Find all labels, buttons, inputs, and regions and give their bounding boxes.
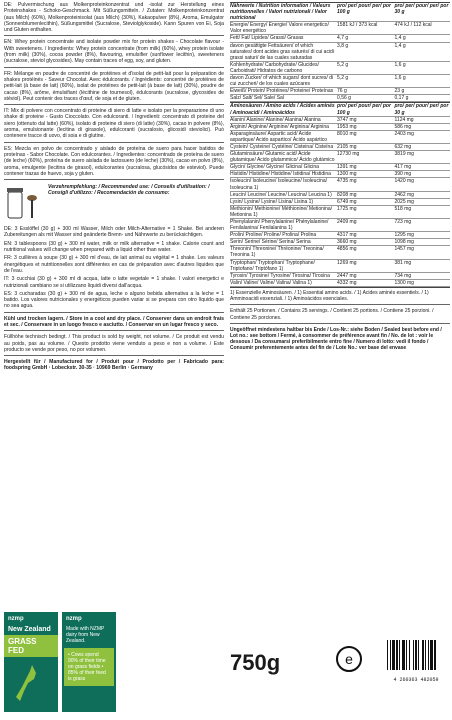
barcode-bar — [413, 640, 414, 670]
amino-row — [230, 206, 450, 219]
amino-cell: 8010 mg — [337, 130, 357, 137]
nutrition-row — [230, 95, 450, 102]
amino-cell: Asparaginsäure/ Aspartic acid/ Acide aspartique/ Acido aspartico/ Ácido aspártico — [230, 130, 327, 143]
amino-cell: 723 mg — [394, 219, 412, 225]
nzmp-info-badge — [62, 612, 116, 712]
barcode-bar — [406, 640, 407, 670]
header-label: Nährwerte / Nutrition information / Valeurs nutritionnelles / Valori nutrizionali / Valor nutricional — [230, 3, 331, 22]
barcode-bar — [392, 640, 395, 670]
nutrition-cell: 1,4 g — [394, 42, 406, 49]
nutrition-table — [230, 2, 450, 288]
amino-cell: Alanin/ Alanine/ Alanine/ Alanina/ Alanina — [230, 116, 321, 123]
nutrition-cell: davon gesättigte Fettsäuren/ of which saturates/ dont acides gras saturés/ di cui acidi grassi saturi/ de las cuales saturadas — [230, 42, 334, 61]
amino-cell: 2025 mg — [394, 198, 414, 205]
nutrition-cell: 23 g — [394, 88, 405, 95]
nutrition-cell: Energie/ Energy/ Energie/ Valore energetico/ Valor energético — [230, 22, 329, 35]
barcode-number: 4 260363 482059 — [393, 677, 439, 683]
left-column — [4, 2, 224, 374]
amino-row — [230, 280, 450, 287]
manufacturer-text: Hergestellt für / Manufactured for / Produit pour / Prodotto per / Fabricado para: foodspring GmbH · Lobeckstr. 30-35 · 10969 Berlin · Germany — [4, 359, 224, 372]
recommended-use-title: Verzehrempfehlung: / Recommended use: / Conseils d'utilisation: / Consigli d'utilizzo: / Recomendación de consumo: — [48, 184, 210, 197]
barcode — [385, 640, 447, 683]
amino-header-row — [230, 102, 450, 116]
nutrition-row — [230, 75, 450, 88]
amino-row — [230, 164, 450, 171]
amino-cell: 734 mg — [394, 272, 412, 279]
amino-cell: 4856 mg — [337, 246, 357, 253]
amino-row — [230, 260, 450, 273]
amino-row — [230, 117, 450, 124]
barcode-bar — [415, 640, 417, 670]
nutrition-cell: 1581 kJ / 373 kcal — [337, 22, 378, 29]
amino-cell: 1295 mg — [394, 232, 414, 239]
amino-cell: 390 mg — [394, 171, 412, 178]
amino-row — [230, 273, 450, 280]
ingredients-en: EN: Whey protein concentrate and isolate powder mix for protein shakes - Chocolate flavour - With sweeteners. / Ingredients: Whey protein concentrate (from milk) (60%), whey protein isolate (from milk) (30%), cocoa powder (8%), flavouring, emulsifier (sunflower lecithin), sweeteners (sucralose, steviol glycosides). May contain traces of egg, soy, and gluten. — [4, 39, 224, 65]
ingredients-it: IT: Mix di polvere con concentrato di proteine di siero di latte e isolato per la preparazione di uno shake di proteine - Gusto Cioccolato. Con edulcoranti. / Ingredienti: concentrato di proteine del siero (ottenuto dal latte) (60%), isolato di proteine di siero (di latte) (30%), cacao in polvere (8%), aroma, emulsionante (lecitina di girasole), edulcoranti (sucralosio, glicosidi steviolici). Può contenere tracce di uovo, di soia e di glutine. — [4, 108, 224, 140]
prep-fr: FR: 3 cuillères à soupe (30 g) + 300 ml d'eau, de lait animal ou végétal = 1 shake. Les valeurs énergétiques et nutritionnelles sont différentes en cas de préparation avec d'autres liquides que de l'eau. — [4, 255, 224, 274]
nutrition-header-row — [230, 3, 450, 22]
amino-cell: 4332 mg — [337, 279, 357, 286]
divider — [4, 179, 224, 180]
amino-cell: Leucin/ Leucine/ Leucine/ Leucina/ Leucina 1) — [230, 191, 332, 198]
amino-cell: 1420 mg — [394, 178, 414, 185]
nutrition-cell: 1,6 g — [394, 61, 406, 68]
divider — [4, 355, 224, 356]
amino-cell: Serin/ Serine/ Sérine/ Serina/ Serina — [230, 239, 311, 246]
amino-cell: 12730 mg — [337, 151, 360, 158]
amino-cell: 2447 mg — [337, 272, 357, 279]
amino-cell: Cystein/ Cysteine/ Cystéine/ Cisteina/ Cisteína — [230, 143, 334, 150]
nutrition-cell: 0,56 g — [337, 95, 351, 102]
divider — [4, 104, 224, 105]
nutrition-cell: davon Zucker/ of which sugars/ dont sucres/ di cui zuccheri/ de los cuales azúcares — [230, 75, 334, 88]
nzmp-logo: nzmp — [66, 616, 82, 622]
nutrition-cell: Fett/ Fat/ Lipides/ Grassi/ Grasas — [230, 35, 304, 42]
amino-cell: 1269 mg — [337, 259, 357, 266]
nutrition-cell: 5,2 g — [337, 61, 349, 68]
barcode-bar — [418, 640, 419, 670]
estimated-sign-letter: e — [345, 651, 353, 667]
prep-it: IT: 3 cucchiai (30 g) + 300 ml di acqua, latte o latte vegetale = 1 shake. I valori energetici e nutrizionali cambiano se si utilizzano liquidi diversi dall'acqua. — [4, 276, 224, 289]
amino-header-100g: pro/ per/ pour/ per/ por 100 g — [337, 103, 391, 116]
shaker-spoon-icon — [4, 184, 40, 222]
amino-cell: 4317 mg — [337, 232, 357, 239]
nutrition-cell: Salz/ Salt/ Sel/ Sale/ Sal — [230, 95, 284, 102]
nzmp-logo: nzmp — [8, 616, 24, 622]
nutrition-cell: 1,4 g — [394, 35, 406, 42]
nutrition-cell: 474 kJ / 112 kcal — [394, 22, 432, 29]
amino-cell: 2409 mg — [337, 219, 357, 225]
divider — [230, 304, 450, 305]
badge-line1: New Zealand — [8, 626, 51, 633]
amino-cell: 3747 mg — [337, 116, 357, 123]
recommended-use-header — [4, 184, 224, 222]
amino-cell: Valin/ Valine/ Valine/ Valina/ Valina 1) — [230, 279, 312, 286]
amino-row — [230, 219, 450, 232]
ingredients-fr: FR: Mélange en poudre de concentré de protéines et d'isolat de petit-lait pour la préparation de shakes protéinés - Saveur Chocolat. Avec édulcorants. / Ingrédients: concentré de protéines de petit-lait (à base de lait) (60%), isolat de protéines de petit-lait (à base de lait) (30%), poudre de cacao (8%), arôme, émulsifiant (lécithine de tournesol), édulcorants (sucralose, glycosides de stéviol). Peut contenir des traces d'œuf, de soja et de gluten. — [4, 70, 224, 102]
amino-cell: 417 mg — [394, 164, 412, 171]
barcode-bar — [425, 640, 426, 670]
nutrition-cell: 4,7 g — [337, 35, 349, 42]
estimated-sign-icon — [335, 645, 363, 673]
barcode-bar — [402, 640, 405, 670]
barcode-bar — [430, 640, 433, 670]
amino-cell: 3819 mg — [394, 151, 414, 158]
prep-es: ES: 3 cucharadas (30 g) + 300 ml de agua, leche o alguno bebida alternativa a la leche = 1 batido. Los valores nutricionales y energéticos pueden variar si se prepara con otro líquido que no sea agua. — [4, 290, 224, 310]
amino-row — [230, 192, 450, 199]
amino-cell: Arginin/ Arginine/ Arginine/ Arginina/ Arginina — [230, 123, 329, 130]
amino-cell: Threonin/ Threonine/ Thréonine/ Treonina/ Treonina 1) — [230, 246, 324, 259]
amino-header-label: Aminosäuren / Amino acids / Acides aminés / Aminoacidi / Aminoácidos — [230, 103, 335, 116]
nutrition-cell: Kohlenhydrate/ Carbohydrate/ Glucides/ Carboidrati/ Hidratos de carbono — [230, 61, 319, 74]
amino-cell: Lysin/ Lysine/ Lysine/ Lisina/ Lisina 1) — [230, 198, 314, 205]
nutrition-cell: 5,2 g — [337, 75, 349, 82]
amino-cell: 6749 mg — [337, 198, 357, 205]
amino-row — [230, 246, 450, 259]
amino-cell: Tyrosin/ Tyrosine/ Tyrosine/ Tirosina/ Tirosina — [230, 272, 330, 279]
amino-cell: 1098 mg — [394, 239, 414, 246]
barcode-bar — [390, 640, 391, 670]
nutrition-row — [230, 22, 450, 35]
amino-cell: 1953 mg — [337, 123, 357, 130]
divider — [4, 330, 224, 331]
amino-row — [230, 171, 450, 178]
barcode-bar — [399, 640, 400, 670]
nutrition-row — [230, 62, 450, 75]
barcode-bar — [387, 640, 388, 670]
prep-de: DE: 3 Esslöffel (30 g) + 300 ml Wasser, Milch oder Milch-Alternative = 1 Shake. Bei anderen Zubereitungen als mit Wasser sind geänderte Brenn- und Nährwerte zu berücksichtigen. — [4, 226, 224, 239]
amino-cell: Prolin/ Proline/ Proline/ Prolina/ Prolina — [230, 232, 317, 239]
amino-cell: Tryptophan/ Tryptophan/ Tryptophane/ Triptofano/ Triptófano 1) — [230, 259, 315, 272]
barcode-bar — [434, 640, 436, 670]
amino-cell: 1300 mg — [394, 279, 414, 286]
header-30g: pro/ per/ pour/ per/ por 30 g — [394, 3, 449, 16]
amino-row — [230, 124, 450, 131]
nutrition-cell: 0,17 g — [394, 95, 409, 102]
amino-cell: 3660 mg — [337, 239, 357, 246]
amino-header-30g: pro/ per/ pour/ per/ por 30 g — [394, 103, 449, 116]
barcode-bar — [409, 640, 410, 670]
nutrition-row — [230, 35, 450, 42]
nutrition-cell: Eiweiß/ Protein/ Protéines/ Proteine/ Proteínas — [230, 88, 334, 95]
amino-cell: 632 mg — [394, 143, 412, 150]
amino-cell: 1391 mg — [337, 164, 357, 171]
amino-cell: 1725 mg — [337, 205, 357, 212]
ingredients-de: DE: Pulvermischung aus Molkenproteinkonzentrat und -isolat zur Herstellung eines Proteinshakes - Schoko-Geschmack. Mit Süßungsmitteln. / Zutaten: Molkenproteinkonzentrat (aus Milch) (60%), Molkenproteinisolat (aus Milch) (30%), Kakaopulver (8%), Aroma, Emulgator (Sonnenblumenlecithin), Süßungsmittel (Sucralose, Steviolglykoside). Kann Spuren von Ei, Soja und Gluten enthalten. — [4, 2, 224, 34]
amino-row — [230, 178, 450, 191]
best-before-text: Ungeöffnet mindestens haltbar bis Ende / Los-Nr.: siehe Boden / Sealed best before end / Lot no.: see bottom / Fermé, à consommer de préférence avant fin / No. de lot : voir le dessous / Da consumarsi preferibilmente entro fine / Numero di lotto: vedi il fondo / Consumir preferentemente antes del fin de / Lote No.: ver base del envase — [230, 326, 442, 352]
amino-footnote: 1) Essenzielle Aminosäuren. / 1) Essential amino acids. / 1) Acides aminés essentiels. / 1) Amminoacidi essenziali. / 1) Aminoácidos esenciales. — [230, 289, 429, 303]
nutrition-cell: 3,8 g — [337, 42, 349, 49]
divider — [4, 142, 224, 143]
prep-en: EN: 3 tablespoons (30 g) + 300 ml water, milk or milk alternative = 1 shake. Calorie count and nutritional values will change when prepared with a liquid other than water. — [4, 240, 224, 254]
amino-cell: Histidin/ Histidine/ Histidine/ Istidina/ Histidina — [230, 171, 331, 178]
barcode-bar — [422, 640, 424, 670]
amino-cell: 1300 mg — [337, 171, 357, 178]
nutrition-cell: 76 g — [337, 88, 347, 95]
amino-cell: 1457 mg — [394, 246, 414, 253]
amino-cell: 4735 mg — [337, 178, 357, 185]
amino-cell: 2105 mg — [337, 143, 357, 150]
amino-cell: Glutaminsäure/ Glutamic acid/ Acide glutamique/ Acido glutammico/ Ácido glutámico — [230, 151, 335, 164]
amino-row — [230, 199, 450, 206]
amino-cell: 1124 mg — [394, 116, 414, 123]
divider — [4, 67, 224, 68]
net-weight: 750g — [230, 650, 281, 675]
portions-text: Enthält 25 Portionen. / Contains 25 servings. / Contient 25 portions. / Contiene 25 porzioni. / Contiene 25 porciones. — [230, 308, 434, 321]
header-100g: pro/ per/ pour/ per/ por 100 g — [337, 3, 391, 16]
ingredients-es: ES: Mezcla en polvo de concentrado y aislado de proteína de suero para hacer batidos de proteínas - Sabor Chocolate. Con edulcorantes. / Ingredientes: concentrado de proteína de suero (de leche) (60%), proteína de suero aislada de lactosuero (de leche) (30%), cacao en polvo (8%), aroma, emulgente (lecitina de girasol), edulcorantes (sucralosa, glucósidos de esteviol). Puede contener trazas de huevo, soja y gluten. — [4, 145, 224, 177]
barcode-bar — [428, 640, 429, 670]
filling-note: Füllhöhe technisch bedingt. / This product is sold by weight, not volume. / Ce produit est vendu au poids, pas au volume. / Questo prodotto viene venduto a peso e non a volume. / Este producto se vende por peso, no por volumen. — [4, 334, 224, 353]
amino-row — [230, 151, 450, 164]
barcode-bar — [396, 640, 398, 670]
amino-cell: 381 mg — [394, 259, 412, 266]
amino-row — [230, 144, 450, 151]
nz-grass-fed-badge — [4, 612, 58, 712]
new-zealand-map-icon — [14, 663, 48, 708]
nutrition-row — [230, 88, 450, 95]
nutrition-row — [230, 43, 450, 62]
badge-bullets: • Cows spend 90% of their time on grass fields • 85% of their feed is grass — [64, 648, 114, 686]
amino-row — [230, 232, 450, 239]
amino-cell: 586 mg — [394, 123, 412, 130]
amino-cell: 2403 mg — [394, 130, 414, 137]
amino-cell: Methionin/ Methionine/ Méthionine/ Metionina/ Metionina 1) — [230, 205, 333, 218]
amino-row — [230, 239, 450, 246]
amino-cell: Phenylalanin/ Phenylalanine/ Phénylalanine/ Fenilalanina/ Fenilalanina 1) — [230, 219, 329, 232]
amino-cell: 8208 mg — [337, 191, 357, 198]
divider — [230, 323, 450, 324]
storage-text: Kühl und trocken lagern. / Store in a cool and dry place. / Conserver dans un endroit frais et sec. / Conservare in un luogo fresco e asciutto. / Conservar en un lugar fresco y seco. — [4, 315, 224, 328]
nutrition-cell: 1,6 g — [394, 75, 406, 82]
badge-text: Made with NZMP dairy from New Zealand. — [66, 626, 105, 644]
amino-cell: Isoleucin/ Isoleucine/ Isoleucine/ Isoleucina/ Isoleucina 1) — [230, 178, 328, 191]
amino-cell: Glycin/ Glycine/ Glycine/ Glicina/ Glicina — [230, 164, 319, 171]
divider — [4, 312, 224, 313]
nutrition-column — [230, 2, 450, 352]
divider — [4, 35, 224, 36]
amino-row — [230, 131, 450, 144]
amino-cell: 2462 mg — [394, 191, 414, 198]
badge-line2: GRASS FED — [4, 635, 58, 657]
amino-cell: 518 mg — [394, 205, 412, 212]
